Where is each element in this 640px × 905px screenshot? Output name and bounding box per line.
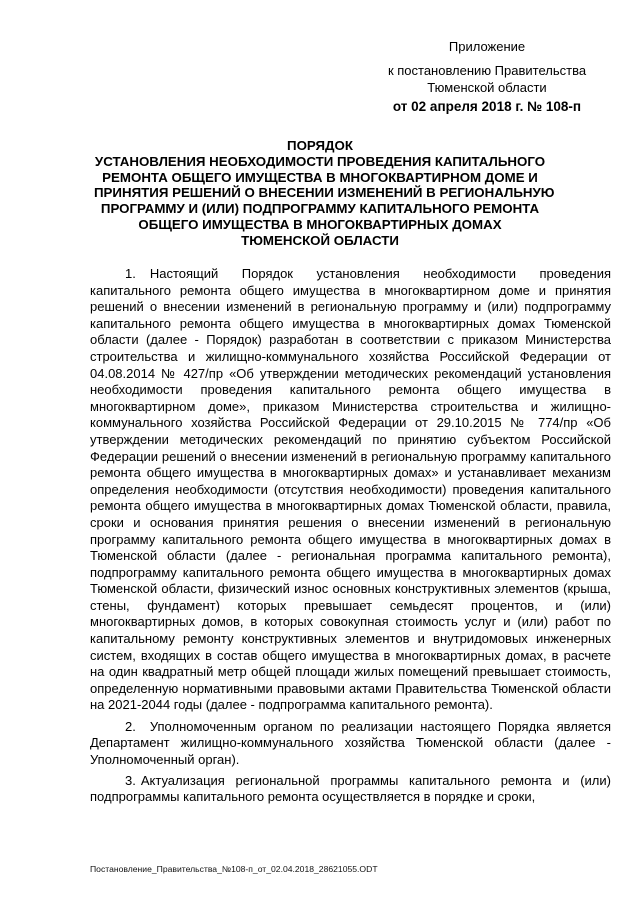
paragraph-3 <box>90 773 611 806</box>
title-line: ТЮМЕНСКОЙ ОБЛАСТИ <box>241 232 399 248</box>
paragraph-number: 1. <box>125 266 136 281</box>
title-line: РЕМОНТА ОБЩЕГО ИМУЩЕСТВА В МНОГОКВАРТИРНОМ ДОМЕ И <box>102 169 538 185</box>
paragraph-1 <box>90 266 611 714</box>
paragraph-text: Настоящий Порядок установления необходимости проведения капитального ремонта общего имущества в многоквартирном доме и принятия решений о внесении изменений в региональную программу и (или) подпрограмму капитального ремонта общего имущества в многоквартирных домах Тюменской области (далее - Порядок) разработан в соответствии с приказом Министерства строительства и жилищно-коммунального хозяйства Российской Федерации от 04.08.2014 № 427/пр «Об утверждении методических рекомендаций установления необходимости проведения капитального ремонта общего имущества в многоквартирном доме», приказом Министерства строительства и жилищно-коммунального хозяйства Российской Федерации от 29.10.2015 № 774/пр «Об утверждении методических рекомендаций по принятию субъектом Российской Федерации решений о внесении изменений в региональную программу капитального ремонта общего имущества в многоквартирных домах» и устанавливает механизм определения необходимости (отсутствия необходимости) проведения капитального ремонта общего имущества в многоквартирных домах Тюменской области, правила, сроки и основания принятия решения о внесении изменений в региональную программу капитального ремонта общего имущества в многоквартирных домах в Тюменской области (далее - региональная программа капитального ремонта), подпрограмму капитального ремонта общего имущества в многоквартирных домах Тюменской области, физический износ основных конструктивных элементов (крыша, стены, фундамент) которых превышает семьдесят процентов, и (или) многоквартирных домов, в которых совокупная стоимость услуг и (или) работ по капитальному ремонту конструктивных элементов и внутридомовых инженерных систем, входящих в состав общего имущества в многоквартирных домах, в расчете на один квадратный метр общей площади жилых помещений превышает стоимость, определенную нормативными правовыми актами Правительства Тюменской области на 2021-2044 годы (далее - подпрограмма капитального ремонта). <box>90 266 611 713</box>
document-body <box>90 266 611 811</box>
title-line: ПРОГРАММУ И (ИЛИ) ПОДПРОГРАММУ КАПИТАЛЬНОГО РЕМОНТА <box>100 201 540 217</box>
appendix-title: Приложение <box>448 39 526 54</box>
appendix-reference: к постановлению Правительства Тюменской области <box>387 63 587 95</box>
paragraph-number: 3. <box>125 772 136 788</box>
title-line: ОБЩЕГО ИМУЩЕСТВА В МНОГОКВАРТИРНЫХ ДОМАХ <box>138 216 502 232</box>
paragraph-text: Актуализация региональной программы капитального ремонта и (или) подпрограммы капитального ремонта осуществляется в порядке и сроки, <box>90 772 611 805</box>
paragraph-2 <box>90 719 611 769</box>
document-title <box>94 138 555 249</box>
footer-filename: Постановление_Правительства_№108-п_от_02.04.2018_28621055.ODT <box>90 864 378 874</box>
title-line: ПРИНЯТИЯ РЕШЕНИЙ О ВНЕСЕНИИ ИЗМЕНЕНИЙ В РЕГИОНАЛЬНУЮ <box>94 185 555 201</box>
title-line: УСТАНОВЛЕНИЯ НЕОБХОДИМОСТИ ПРОВЕДЕНИЯ КАПИТАЛЬНОГО <box>94 153 546 169</box>
title-line: ПОРЯДОК <box>287 138 353 153</box>
appendix-date-number: от 02 апреля 2018 г. № 108-п <box>392 99 582 114</box>
paragraph-text: Уполномоченным органом по реализации настоящего Порядка является Департамент жилищно-коммунального хозяйства Тюменской области (далее - Уполномоченный орган). <box>90 718 611 767</box>
paragraph-number: 2. <box>125 718 136 734</box>
